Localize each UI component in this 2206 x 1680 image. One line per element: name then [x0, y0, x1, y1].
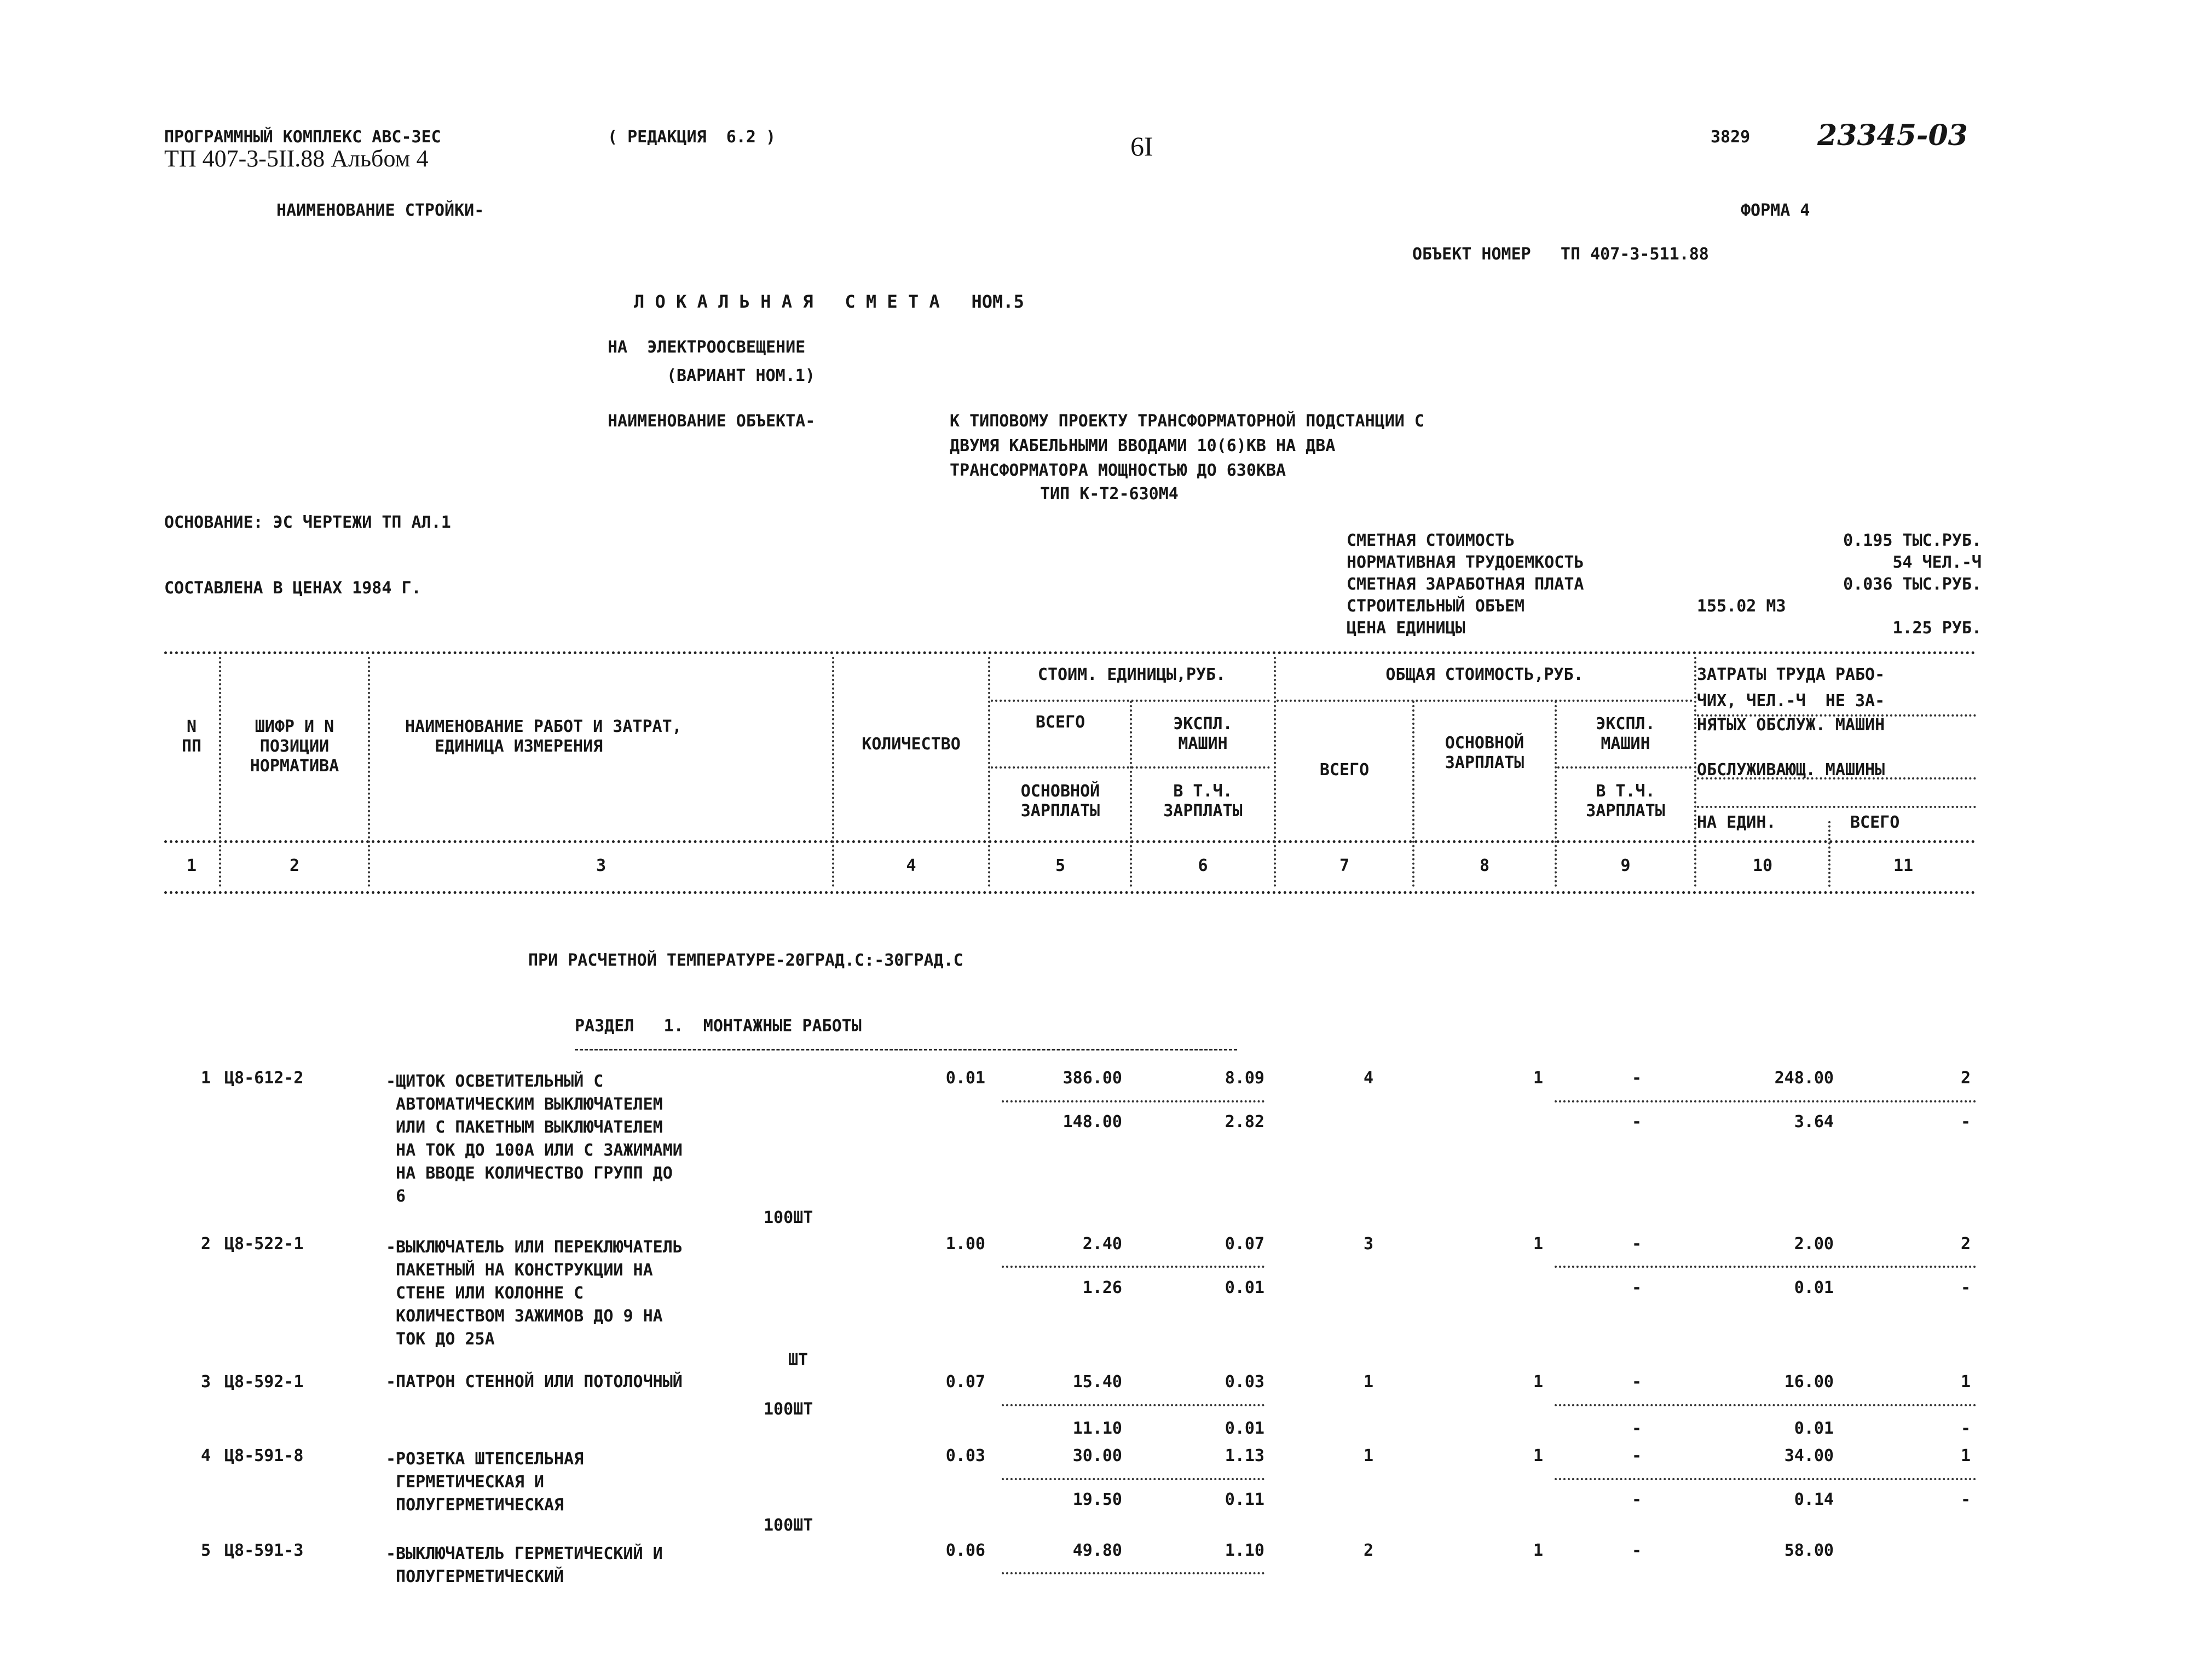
unit-wage: 148.00 — [1062, 1112, 1122, 1131]
unit-total: 15.40 — [1072, 1372, 1122, 1392]
col-header-labor-total: ВСЕГО — [1850, 813, 1900, 832]
item-code: Ц8-591-8 — [224, 1446, 304, 1465]
unit-cost-rule — [1002, 1100, 1264, 1102]
item-unit: 100ШТ — [764, 1516, 813, 1535]
column-divider — [988, 657, 990, 887]
col-header-labor: ЧИХ, ЧЕЛ.-Ч НЕ ЗА- — [1697, 691, 1885, 711]
labor-machine-total: - — [1960, 1112, 1971, 1131]
item-number: 3 — [200, 1372, 211, 1392]
total-wage: 1 — [1533, 1234, 1544, 1254]
total-wage: 1 — [1533, 1069, 1544, 1088]
col-header-total-cost: ОБЩАЯ СТОИМОСТЬ,РУБ. — [1385, 665, 1584, 684]
unit-wage: 19.50 — [1072, 1490, 1122, 1509]
labor-unit: 248.00 — [1774, 1069, 1834, 1088]
unit-total: 49.80 — [1072, 1541, 1122, 1560]
total-machine-wage: - — [1631, 1278, 1642, 1297]
col-header-labor: НЯТЫХ ОБСЛУЖ. МАШИН — [1697, 715, 1885, 735]
labor-machine-total: - — [1960, 1490, 1971, 1509]
total-machines: - — [1631, 1372, 1642, 1392]
unit-total: 386.00 — [1062, 1069, 1122, 1088]
col-header-unit-total: ВСЕГО — [1035, 713, 1085, 732]
subject-line-1: НА ЭЛЕКТРООСВЕЩЕНИЕ — [608, 338, 806, 357]
unit-wage: 1.26 — [1082, 1278, 1122, 1297]
col-number: 5 — [1055, 856, 1066, 875]
labor-total: 2 — [1960, 1069, 1971, 1088]
item-name: -РОЗЕТКА ШТЕПСЕЛЬНАЯ ГЕРМЕТИЧЕСКАЯ И ПОЛУГЕРМЕТИЧЕСКАЯ — [386, 1450, 584, 1515]
col-number: 2 — [289, 856, 300, 875]
col-header-unit-incl-wage: В Т.Ч. ЗАРПЛАТЫ — [1163, 782, 1243, 821]
item-name: -ВЫКЛЮЧАТЕЛЬ ГЕРМЕТИЧЕСКИЙ И ПОЛУГЕРМЕТИЧЕСКИЙ — [386, 1544, 663, 1586]
summary-label: СМЕТНАЯ СТОИМОСТЬ — [1347, 531, 1515, 550]
labor-machine-total: - — [1960, 1419, 1971, 1438]
col-header-unit-machines: ЭКСПЛ. МАШИН — [1173, 714, 1233, 753]
col-header-code: ШИФР И N ПОЗИЦИИ НОРМАТИВА — [250, 717, 339, 776]
summary-value: 1.25 РУБ. — [1892, 619, 1982, 638]
column-divider — [1694, 657, 1696, 887]
unit-cost-rule — [1002, 1404, 1264, 1406]
item-name: -ПАТРОН СТЕННОЙ ИЛИ ПОТОЛОЧНЫЙ — [386, 1372, 683, 1392]
col-header-total-machines: ЭКСПЛ. МАШИН — [1596, 714, 1655, 753]
col-header-labor: ЗАТРАТЫ ТРУДА РАБО- — [1697, 665, 1885, 684]
unit-machine-wage: 0.01 — [1225, 1278, 1264, 1297]
total-wage: 1 — [1533, 1372, 1544, 1392]
total-cost: 1 — [1363, 1372, 1374, 1392]
col-header-total: ВСЕГО — [1319, 760, 1370, 780]
col-number: 3 — [596, 856, 607, 875]
col-header-quantity: КОЛИЧЕСТВО — [862, 735, 961, 754]
col-header-total-wage: ОСНОВНОЙ ЗАРПЛАТЫ — [1445, 734, 1524, 772]
unit-machines: 1.13 — [1225, 1446, 1264, 1465]
item-code: Ц8-522-1 — [224, 1234, 304, 1254]
labor-machine-unit: 0.01 — [1794, 1419, 1834, 1438]
object-label: НАИМЕНОВАНИЕ ОБЪЕКТА- — [608, 412, 816, 431]
summary-label: ЦЕНА ЕДИНИЦЫ — [1347, 619, 1465, 638]
labor-machine-unit: 3.64 — [1794, 1112, 1834, 1131]
subheader-rule — [1697, 806, 1976, 808]
item-code: Ц8-592-1 — [224, 1372, 304, 1392]
total-cost: 4 — [1363, 1069, 1374, 1088]
col-header-unit-wage: ОСНОВНОЙ ЗАРПЛАТЫ — [1020, 782, 1100, 821]
col-header-name: НАИМЕНОВАНИЕ РАБОТ И ЗАТРАТ, ЕДИНИЦА ИЗМЕРЕНИЯ — [405, 717, 682, 756]
col-header-unit-cost: СТОИМ. ЕДИНИЦЫ,РУБ. — [1037, 665, 1226, 684]
col-number: 10 — [1752, 856, 1773, 875]
item-quantity: 0.03 — [945, 1446, 985, 1465]
col-number: 7 — [1339, 856, 1350, 875]
object-line-2: ДВУМЯ КАБЕЛЬНЫМИ ВВОДАМИ 10(6)КВ НА ДВА — [950, 436, 1336, 455]
price-basis-text: СОСТАВЛЕНА В ЦЕНАХ 1984 Г. — [164, 579, 421, 598]
labor-machine-unit: 0.01 — [1794, 1278, 1834, 1297]
unit-machine-wage: 2.82 — [1225, 1112, 1264, 1131]
item-unit: 100ШТ — [764, 1400, 813, 1419]
summary-value: 0.036 ТЫС.РУБ. — [1843, 575, 1982, 594]
column-divider — [1274, 657, 1276, 887]
subject-line-2: (ВАРИАНТ НОМ.1) — [667, 366, 815, 385]
total-machine-wage: - — [1631, 1419, 1642, 1438]
item-quantity: 0.06 — [945, 1541, 985, 1560]
summary-value: 54 ЧЕЛ.-Ч — [1892, 553, 1982, 572]
col-number: 9 — [1620, 856, 1631, 875]
temperature-note: ПРИ РАСЧЕТНОЙ ТЕМПЕРАТУРЕ-20ГРАД.С:-30ГРАД.С — [528, 951, 963, 970]
item-number: 5 — [200, 1541, 211, 1560]
labor-unit: 58.00 — [1784, 1541, 1834, 1560]
unit-total: 2.40 — [1082, 1234, 1122, 1254]
item-number: 1 — [200, 1069, 211, 1088]
program-name: ПРОГРАММНЫЙ КОМПЛЕКС АВС-3ЕС — [164, 128, 441, 147]
subheader-rule — [1277, 700, 1693, 702]
numbers-bottom-rule — [164, 891, 1976, 894]
unit-total: 30.00 — [1072, 1446, 1122, 1465]
col-header-labor: ОБСЛУЖИВАЮЩ. МАШИНЫ — [1697, 760, 1885, 780]
summary-label: СМЕТНАЯ ЗАРАБОТНАЯ ПЛАТА — [1347, 575, 1584, 594]
total-cost: 1 — [1363, 1446, 1374, 1465]
header-bottom-rule — [164, 840, 1976, 843]
item-unit: ШТ — [788, 1350, 809, 1370]
total-cost: 3 — [1363, 1234, 1374, 1254]
total-cost-rule — [1555, 1100, 1976, 1102]
labor-unit: 34.00 — [1784, 1446, 1834, 1465]
unit-machine-wage: 0.01 — [1225, 1419, 1264, 1438]
item-quantity: 1.00 — [945, 1234, 985, 1254]
column-divider — [832, 657, 834, 887]
summary-label: НОРМАТИВНАЯ ТРУДОЕМКОСТЬ — [1347, 553, 1584, 572]
col-number: 6 — [1198, 856, 1208, 875]
labor-machine-unit: 0.14 — [1794, 1490, 1834, 1509]
summary-value: 155.02 М3 — [1697, 597, 1786, 616]
column-divider — [368, 657, 370, 887]
item-quantity: 0.07 — [945, 1372, 985, 1392]
total-machines: - — [1631, 1069, 1642, 1088]
summary-label: СТРОИТЕЛЬНЫЙ ОБЪЕМ — [1347, 597, 1525, 616]
total-wage: 1 — [1533, 1446, 1544, 1465]
form-label: ФОРМА 4 — [1741, 201, 1810, 220]
item-name: -ЩИТОК ОСВЕТИТЕЛЬНЫЙ С АВТОМАТИЧЕСКИМ ВЫКЛЮЧАТЕЛЕМ ИЛИ С ПАКЕТНЫМ ВЫКЛЮЧАТЕЛЕМ НА ТОК ДО 100А ИЛИ С ЗАЖИМАМИ НА ВВОДЕ КОЛИЧЕСТВО ГРУПП ДО 6 — [386, 1072, 683, 1206]
object-line-1: К ТИПОВОМУ ПРОЕКТУ ТРАНСФОРМАТОРНОЙ ПОДСТАНЦИИ С — [950, 412, 1424, 431]
total-cost-rule — [1555, 1266, 1976, 1268]
table-top-rule — [164, 651, 1976, 654]
object-line-4: ТИП К-Т2-630М4 — [1040, 484, 1179, 504]
labor-total: 2 — [1960, 1234, 1971, 1254]
labor-machine-total: - — [1960, 1278, 1971, 1297]
total-cost: 2 — [1363, 1541, 1374, 1560]
page-number: 6I — [1130, 131, 1153, 161]
total-machines: - — [1631, 1541, 1642, 1560]
item-code: Ц8-591-3 — [224, 1541, 304, 1560]
col-number: 8 — [1479, 856, 1490, 875]
unit-wage: 11.10 — [1072, 1419, 1122, 1438]
col-header-labor-unit: НА ЕДИН. — [1697, 813, 1776, 832]
unit-cost-rule — [1002, 1478, 1264, 1480]
edition: ( РЕДАКЦИЯ 6.2 ) — [608, 128, 776, 147]
item-number: 4 — [200, 1446, 211, 1465]
project-code: ТП 407-3-5II.88 Альбом 4 — [164, 145, 429, 172]
column-divider — [1828, 821, 1830, 887]
item-name: -ВЫКЛЮЧАТЕЛЬ ИЛИ ПЕРЕКЛЮЧАТЕЛЬ ПАКЕТНЫЙ НА КОНСТРУКЦИИ НА СТЕНЕ ИЛИ КОЛОННЕ С КОЛИЧЕСТВОМ ЗАЖИМОВ ДО 9 НА ТОК ДО 25А — [386, 1238, 683, 1349]
object-line-3: ТРАНСФОРМАТОРА МОЩНОСТЬЮ ДО 630КВА — [950, 461, 1286, 480]
total-cost-rule — [1555, 1404, 1976, 1406]
section-rule — [575, 1049, 1237, 1050]
subheader-rule — [991, 700, 1270, 702]
total-wage: 1 — [1533, 1541, 1544, 1560]
labor-unit: 2.00 — [1794, 1234, 1834, 1254]
labor-unit: 16.00 — [1784, 1372, 1834, 1392]
col-header-number: N ПП — [181, 717, 202, 756]
unit-cost-rule — [1002, 1266, 1264, 1268]
object-number: ОБЪЕКТ НОМЕР ТП 407-3-511.88 — [1412, 245, 1709, 264]
section-title: РАЗДЕЛ 1. МОНТАЖНЫЕ РАБОТЫ — [575, 1017, 862, 1036]
item-code: Ц8-612-2 — [224, 1069, 304, 1088]
total-machines: - — [1631, 1446, 1642, 1465]
unit-machines: 0.03 — [1225, 1372, 1264, 1392]
col-number: 1 — [186, 856, 197, 875]
total-cost-rule — [1555, 1478, 1976, 1480]
basis-text: ОСНОВАНИЕ: ЭС ЧЕРТЕЖИ ТП АЛ.1 — [164, 513, 451, 532]
unit-machines: 0.07 — [1225, 1234, 1264, 1254]
unit-cost-rule — [1002, 1572, 1264, 1574]
subheader-rule — [1557, 766, 1691, 769]
doc-code: 3829 — [1711, 128, 1751, 147]
stamp-number: 23345-03 — [1817, 119, 1968, 152]
total-machine-wage: - — [1631, 1112, 1642, 1131]
item-quantity: 0.01 — [945, 1069, 985, 1088]
unit-machines: 8.09 — [1225, 1069, 1264, 1088]
total-machines: - — [1631, 1234, 1642, 1254]
labor-total: 1 — [1960, 1446, 1971, 1465]
col-header-total-incl-wage: В Т.Ч. ЗАРПЛАТЫ — [1586, 782, 1665, 821]
construction-name-label: НАИМЕНОВАНИЕ СТРОЙКИ- — [276, 201, 484, 220]
col-number: 4 — [906, 856, 916, 875]
item-number: 2 — [200, 1234, 211, 1254]
labor-total: 1 — [1960, 1372, 1971, 1392]
col-number: 11 — [1893, 856, 1914, 875]
unit-machines: 1.10 — [1225, 1541, 1264, 1560]
unit-machine-wage: 0.11 — [1225, 1490, 1264, 1509]
item-unit: 100ШТ — [764, 1208, 813, 1227]
subheader-rule — [991, 766, 1270, 769]
document-title: Л О К А Л Ь Н А Я С М Е Т А НОМ.5 — [634, 291, 1024, 312]
summary-value: 0.195 ТЫС.РУБ. — [1843, 531, 1982, 550]
total-machine-wage: - — [1631, 1490, 1642, 1509]
